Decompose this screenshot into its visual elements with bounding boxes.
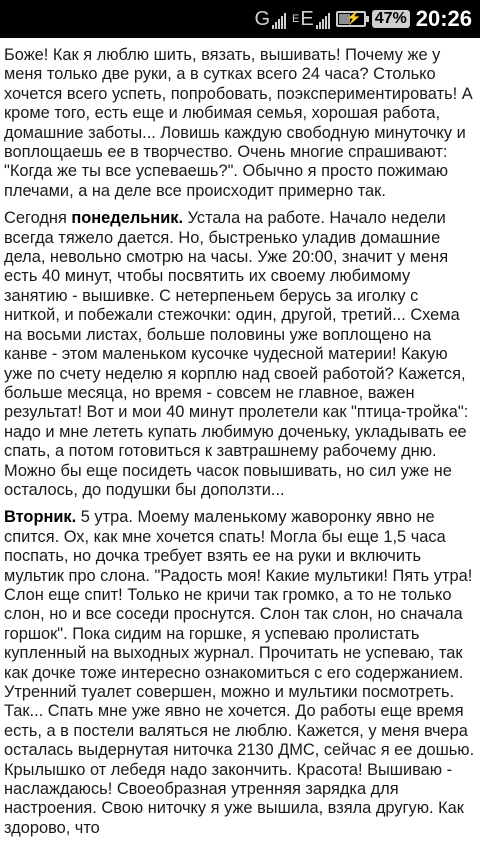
signal-e <box>292 9 330 29</box>
network-type-label: G <box>254 8 270 30</box>
monday-text: Устала на работе. Начало недели всегда тяжело дается. Но, быстренько уладив домашние дела, невольно смотрю на часы. Уже 20:00, значит у меня есть 40 минут, чтобы посвятить их своему любимому занятию - вышивке. С нетерпеньем берусь за иголку с ниткой, и побежали стежочки: один, другой, третий... Схема на восьми листах, больше половины уже воплощено на канве - этом маленьком кусочке чудесной материи! Какую уже по счету неделю я корплю над своей работой? Кажется, больше месяца, но время - совсем не главное, важен результат! Вот и мои 40 минут пролетели как "птица-тройка": надо и мне лететь купать любимую доченьку, укладывать ее спать, а потом готовиться к завтрашнему рабочему дню. Можно бы еще посидеть часок повышивать, но сил уже не осталось, до подушки бы доползти... <box>4 209 469 499</box>
status-bar <box>0 0 480 38</box>
monday-intro: Сегодня <box>4 209 72 228</box>
paragraph-tuesday <box>4 508 476 838</box>
monday-heading: понедельник. <box>71 209 184 228</box>
signal-g <box>254 9 286 29</box>
article-body[interactable] <box>0 38 480 854</box>
network-type-label-2: E <box>300 8 314 30</box>
signal-bars-icon <box>316 13 330 29</box>
battery-percent: 47% <box>372 10 410 28</box>
paragraph-monday <box>4 209 476 500</box>
tuesday-text: 5 утра. Моему маленькому жаворонку явно не спится. Ох, как мне хочется спать! Могла бы еще 1,5 часа поспать, но дочка требует взять ее на руки и включить мультик про слона. "Радость моя! Какие мультики! Пять утра! Слон еще спит! Только не кричи так громко, а то не только слон, но и все соседи проснутся. Слон так слон, но сначала горшок". Пока сидим на горшке, я успеваю пролистать купленный на выходных журнал. Прочитать не успеваю, так как дочке тоже интересно ознакомиться с его содержанием. Утренний туалет совершен, можно и мультики посмотреть. Так... Спать мне уже явно не хочется. До работы еще время есть, а в постели валяться не люблю. Кажется, у меня вчера осталась выдернутая ниточка 2130 ДМС, сейчас я ее дошью. Крылышко от лебедя надо закончить. Красота! Вышиваю - наслаждаюсь! Своеобразная утренняя зарядка для настроения. Свою ниточку я уже вышила, взяла другую. Как здорово, что <box>4 508 475 837</box>
charging-bolt-icon: ⚡ <box>345 10 362 25</box>
signal-bars-icon <box>272 13 286 29</box>
battery-icon <box>336 11 366 27</box>
tuesday-heading: Вторник. <box>4 508 77 527</box>
paragraph-intro: Боже! Как я люблю шить, вязать, вышивать! Почему же у меня только две руки, а в сутках всего 24 часа? Столько хочется всего успеть, попробовать, поэкспериментировать! А кроме того, есть еще и любимая семья, хорошая работа, домашние заботы... Ловишь каждую свободную минуточку и воплощаешь ее в творчество. Очень многие спрашивают: "Когда же ты все успеваешь?". Обычно я просто пожимаю плечами, а на деле все происходит примерно так. <box>4 46 473 200</box>
clock: 20:26 <box>415 6 472 31</box>
signal-superscript-icon: E <box>292 13 300 25</box>
